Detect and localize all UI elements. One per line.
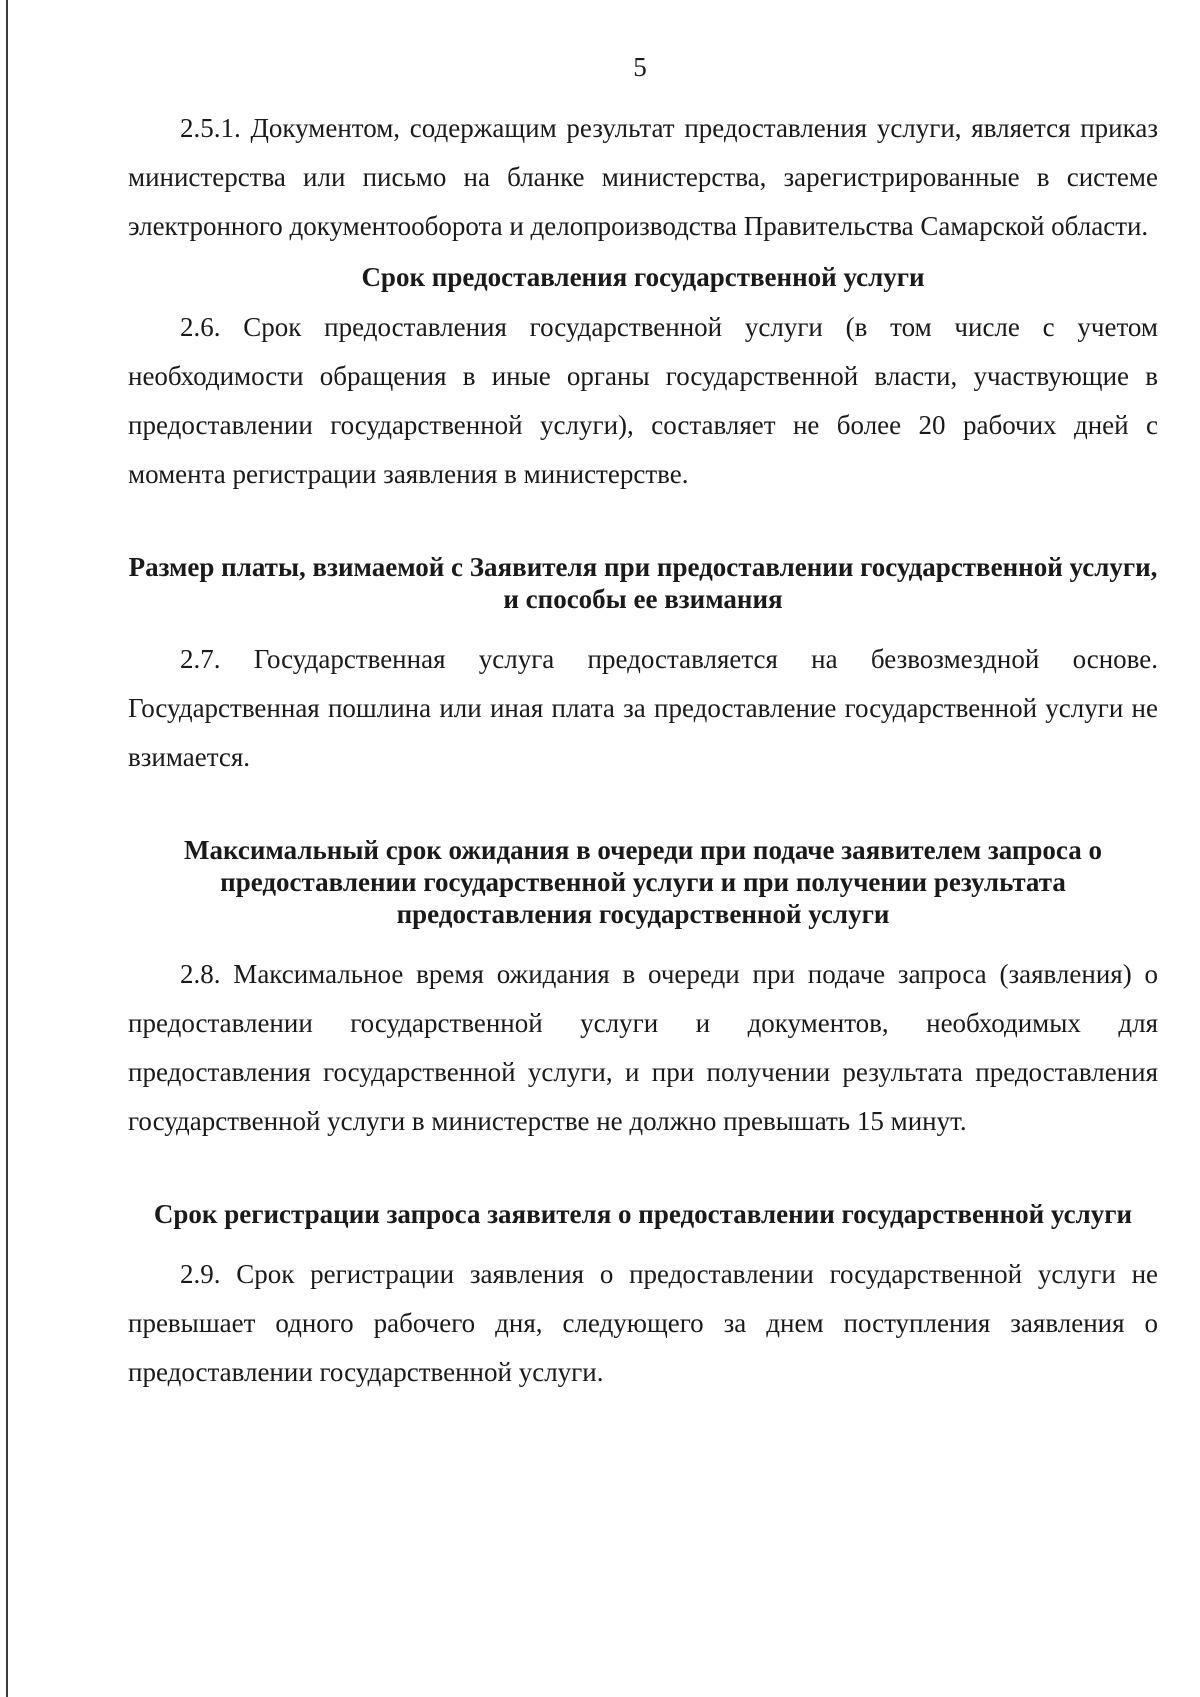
heading-fee-amount: Размер платы, взимаемой с Заявителя при предоставлении государственной услуги, и способы ее взимания [128, 552, 1158, 614]
heading-registration-term: Срок регистрации запроса заявителя о предоставлении государственной услуги [153, 1199, 1133, 1229]
page-number: 5 [633, 52, 647, 82]
heading-max-wait-time: Максимальный срок ожидания в очереди при подаче заявителем запроса о предоставлении государственной услуги и при получении результата предоставления государственной услуги [183, 835, 1102, 929]
scan-edge-line [6, 0, 8, 1697]
paragraph-2-9: 2.9. Срок регистрации заявления о предоставлении государственной услуги не превышает одного рабочего дня, следующего за днем поступления заявления о предоставлении государственной услуги. [128, 1259, 1158, 1387]
paragraph-2-7: 2.7. Государственная услуга предоставляется на безвозмездной основе. Государственная пошлина или иная плата за предоставление государственной услуги не взимается. [128, 644, 1158, 772]
paragraph-2-6: 2.6. Срок предоставления государственной услуги (в том числе с учетом необходимости обращения в иные органы государственной власти, участвующие в предоставлении государственной услуги), составляет не более 20 рабочих дней с момента регистрации заявления в министерстве. [128, 312, 1158, 489]
heading-service-term: Срок предоставления государственной услуги [361, 262, 925, 292]
document-body [128, 104, 1158, 1397]
paragraph-2-5-1: 2.5.1. Документом, содержащим результат предоставления услуги, является приказ министерства или письмо на бланке министерства, зарегистрированные в системе электронного документооборота и делопроизводства Правительства Самарской области. [128, 113, 1158, 241]
paragraph-2-8: 2.8. Максимальное время ожидания в очереди при подаче запроса (заявления) о предоставлении государственной услуги и документов, необходимых для предоставления государственной услуги, и при получении результата предоставления государственной услуги в министерстве не должно превышать 15 минут. [128, 959, 1158, 1136]
